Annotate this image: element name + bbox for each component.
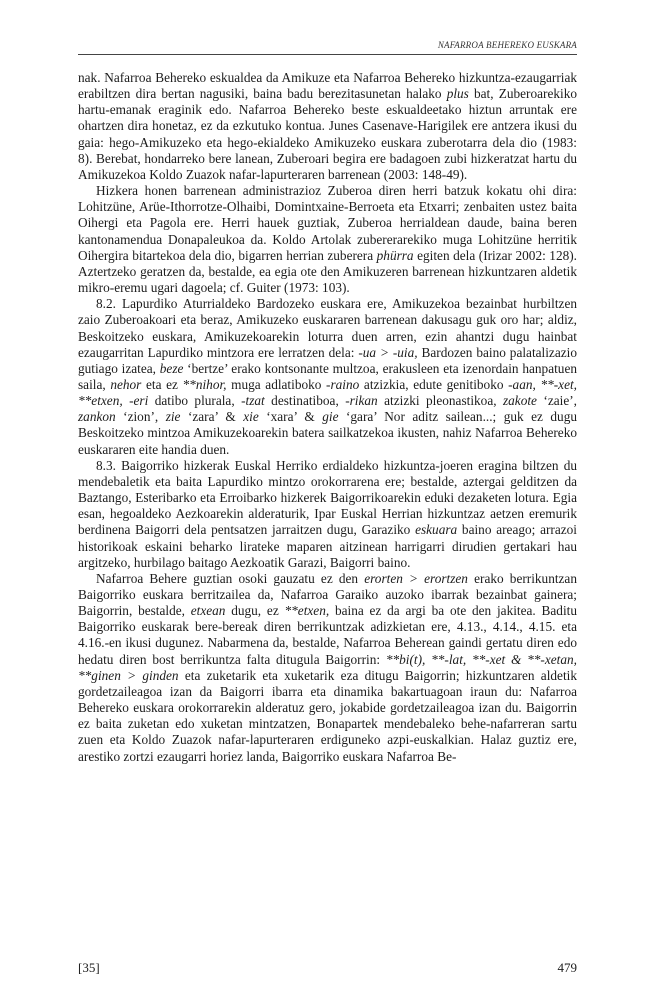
footer-section-number: [35] [78, 960, 100, 975]
italic-term: -tzat [241, 393, 265, 409]
text-run: nak. Nafarroa Behereko eskualdea da Amikuze eta Nafarroa Behereko hizkuntza-ezaugarriak erabiltzen dira bertan nagusiki, baina badu berezitasunetan halako [78, 70, 577, 102]
italic-term: -raino [326, 376, 360, 392]
italic-term: -rikan [345, 393, 378, 409]
text-run: dugu, ez [225, 603, 285, 619]
text-run: egiten dela (Irizar 2002: 128). Aztertzeko geratzen da, bestalde, ea egia ote den Amikuzeren barrenean hizkuntzaren aldetik mikro-eremu ugari dagoela; cf. Guiter (1973: 103). [78, 247, 577, 296]
italic-term: -ua > -uia, [358, 344, 418, 360]
italic-term: **nihor, [182, 376, 227, 392]
italic-term: zakote [502, 393, 537, 409]
paragraph [78, 458, 577, 571]
italic-term: etxean [190, 603, 226, 619]
italic-term: -aan, **-xet, **etxen, -eri [78, 376, 577, 409]
text-run: Hizkera honen barrenean administrazioz Zuberoa diren herri batzuk kokatu ohi dira: Lohitzüne, Arüe-Ithorrotze-Olhaibi, Domintxaine-Berroeta eta Etxarri; zenbaiten ustez baita Oihergi eta Pagola ere. Herri hauek guztiak, Zuberoa herrialdean daude, baina beren kantonamendua Donapaleukoa da. Koldo Artolak zubererarekiko muga Lohitzüne herritik Oihergira bitartekoa dela dio, bigarren herrian zuberera [78, 183, 577, 263]
paragraph [78, 571, 577, 765]
text-run: Bardozen baino palatalizazio gutiago izatea, [78, 344, 577, 376]
text-run: ‘zara’ & [180, 409, 244, 425]
text-run: ‘zaie’, [536, 393, 577, 409]
italic-term: eskuara [415, 522, 458, 538]
italic-term: zankon [78, 409, 116, 425]
text-run: bat, Zuberoarekiko hartu-emanak eraginik edo. Nafarroa Behereko beste eskualdeetako hiztun arruntak ere ohartzen dira honetaz, ez da ezkutuko kontua. Junes Casenave-Harigilek ere antzera ikusi du gaia: hego-Amikuzeko eta hego-ekialdeko Amikuzeko euskara zuberotarra dela dio (1983: 8). Berebat, hondarreko bere lanean, Zuberoari begira ere badagoen zubi hizkeratzat hartu du Amikuzekoa Koldo Zuazok nafar-lapurteraren barrenean (2003: 148-49). [78, 86, 577, 182]
text-run: eta ez [141, 376, 183, 392]
text-run: ‘xara’ & [258, 409, 323, 425]
italic-term: beze [159, 360, 184, 376]
text-run: destinatiboa, [264, 393, 346, 409]
italic-term: **bi(t), **-lat, **-xet & **-xetan, **ginen > ginden [78, 651, 577, 683]
text-run: Nafarroa Behere guztian osoki gauzatu ez den [96, 570, 365, 586]
text-run: baino areago; arrazoi historikoak eskaini beharko lirateke maparen aitzinean harrigarri dirudien gertakari hau argitzeko, hurbilago baitago Aezkoatik Garazi, Baigorri baino. [78, 522, 578, 570]
header-rule [78, 54, 577, 55]
paragraph [78, 296, 577, 458]
text-run: eta zuketarik eta xuketarik eza ditugu Baigorrin; hizkuntzaren aldetik gordetzaileagoa izan da Baigorri ibarra eta dinamika bakartuagoan iraun du: Nafarroa Behereko euskara orokorrarekin alderatuz gero, jokabide gordetzaileagoa izan du. Baigorrin ez baita zuketan edo xuketan mintzatzen, Bonapartek mendebaleko behe-nafarreran sartu zuen eta Koldo Zuazok nafar-lapurteraren erdiguneko azpi-euskalkian. Halaz guztiz ere, arestiko zortzi ezaugarri horiez landa, Baigorriko euskara Nafarroa Be- [78, 667, 577, 764]
italic-term: erorten > erortzen [364, 570, 468, 586]
text-run: ‘bertze’ erako kontsonante multzoa, erakusleen eta izenordain hanpatuen saila, [78, 360, 577, 392]
italic-term: phürra [376, 247, 414, 263]
italic-term: gie [322, 409, 339, 425]
text-run: atzizki pleonastikoa, [377, 393, 503, 409]
italic-term: **etxen, [284, 603, 330, 619]
running-header: NAFARROA BEHEREKO EUSKARA [437, 40, 577, 50]
italic-term: zie [165, 409, 181, 425]
paragraph [78, 183, 577, 296]
page-number: 479 [557, 960, 577, 975]
italic-term: xie [243, 409, 259, 425]
text-run: muga adlatiboko [226, 376, 327, 392]
text-run: 8.2. Lapurdiko Aturrialdeko Bardozeko euskara ere, Amikuzekoa bezainbat hurbiltzen zaio Zuberoakoari eta beraz, Amikuzeko euskararen barrenean dakusagu guk oro har; aldiz, Beskoitzeko euskara, Amikuzekoarekin loturra duen arren, ezin ahantzi dugu hainbat ezaugarritan Lapurdiko mintzora ere lerratzen dela: [78, 296, 577, 360]
text-run: 8.3. Baigorriko hizkerak Euskal Herriko erdialdeko hizkuntza-joeren eragina biltzen du mendebaletik eta baita Lapurdiko mintzo orokorrarena ere; bestalde, aztergai gelditzen da Baztango, Esteribarko eta Erroibarko hizkerek Baigorrikoarekin eduki dezaketen lotura. Egia esan, hegoaldeko Aezkoarekin alderaturik, Ipar Euskal Herrian hizkuntzaz aetzen eremurik berdinena Baigorri dela pentsatzen jarraitzen dugu, Garaziko [78, 457, 577, 538]
text-run: erako berrikuntzan Baigorriko euskara berritzailea da, Nafarroa Garaiko auzoko ibarrak bezainbat gainera; Baigorrin, bestalde, [78, 570, 577, 619]
italic-term: plus [446, 86, 469, 102]
italic-term: nehor [110, 376, 142, 392]
page-body [78, 70, 577, 765]
text-run: datibo plurala, [148, 393, 242, 409]
text-run: baina ez da argi ba ote den jakitea. Baditu Baigorriko euskarak bere-bereak diren berrikuntzak adizkietan ere, 4.13., 4.14., 4.15. eta 4.16.-en ikusi dugunez. Nabarmena da, bestalde, Nafarroa Beherean gaindi gertatu diren edo hedatu diren bost berrikuntza falta ditugula Baigorrin: [78, 603, 577, 667]
text-run: ‘gara’ Nor aditz sailean...; guk ez dugu Beskoitzeko mintzoa Amikuzekoarekin batera sailkatzekoa ikusten, nahiz Nafarroa Behereko euskararen eite handia duen. [78, 409, 577, 457]
paragraph [78, 70, 577, 183]
text-run: atzizkia, edute genitiboko [359, 376, 509, 392]
text-run: ‘zion’, [115, 409, 166, 425]
